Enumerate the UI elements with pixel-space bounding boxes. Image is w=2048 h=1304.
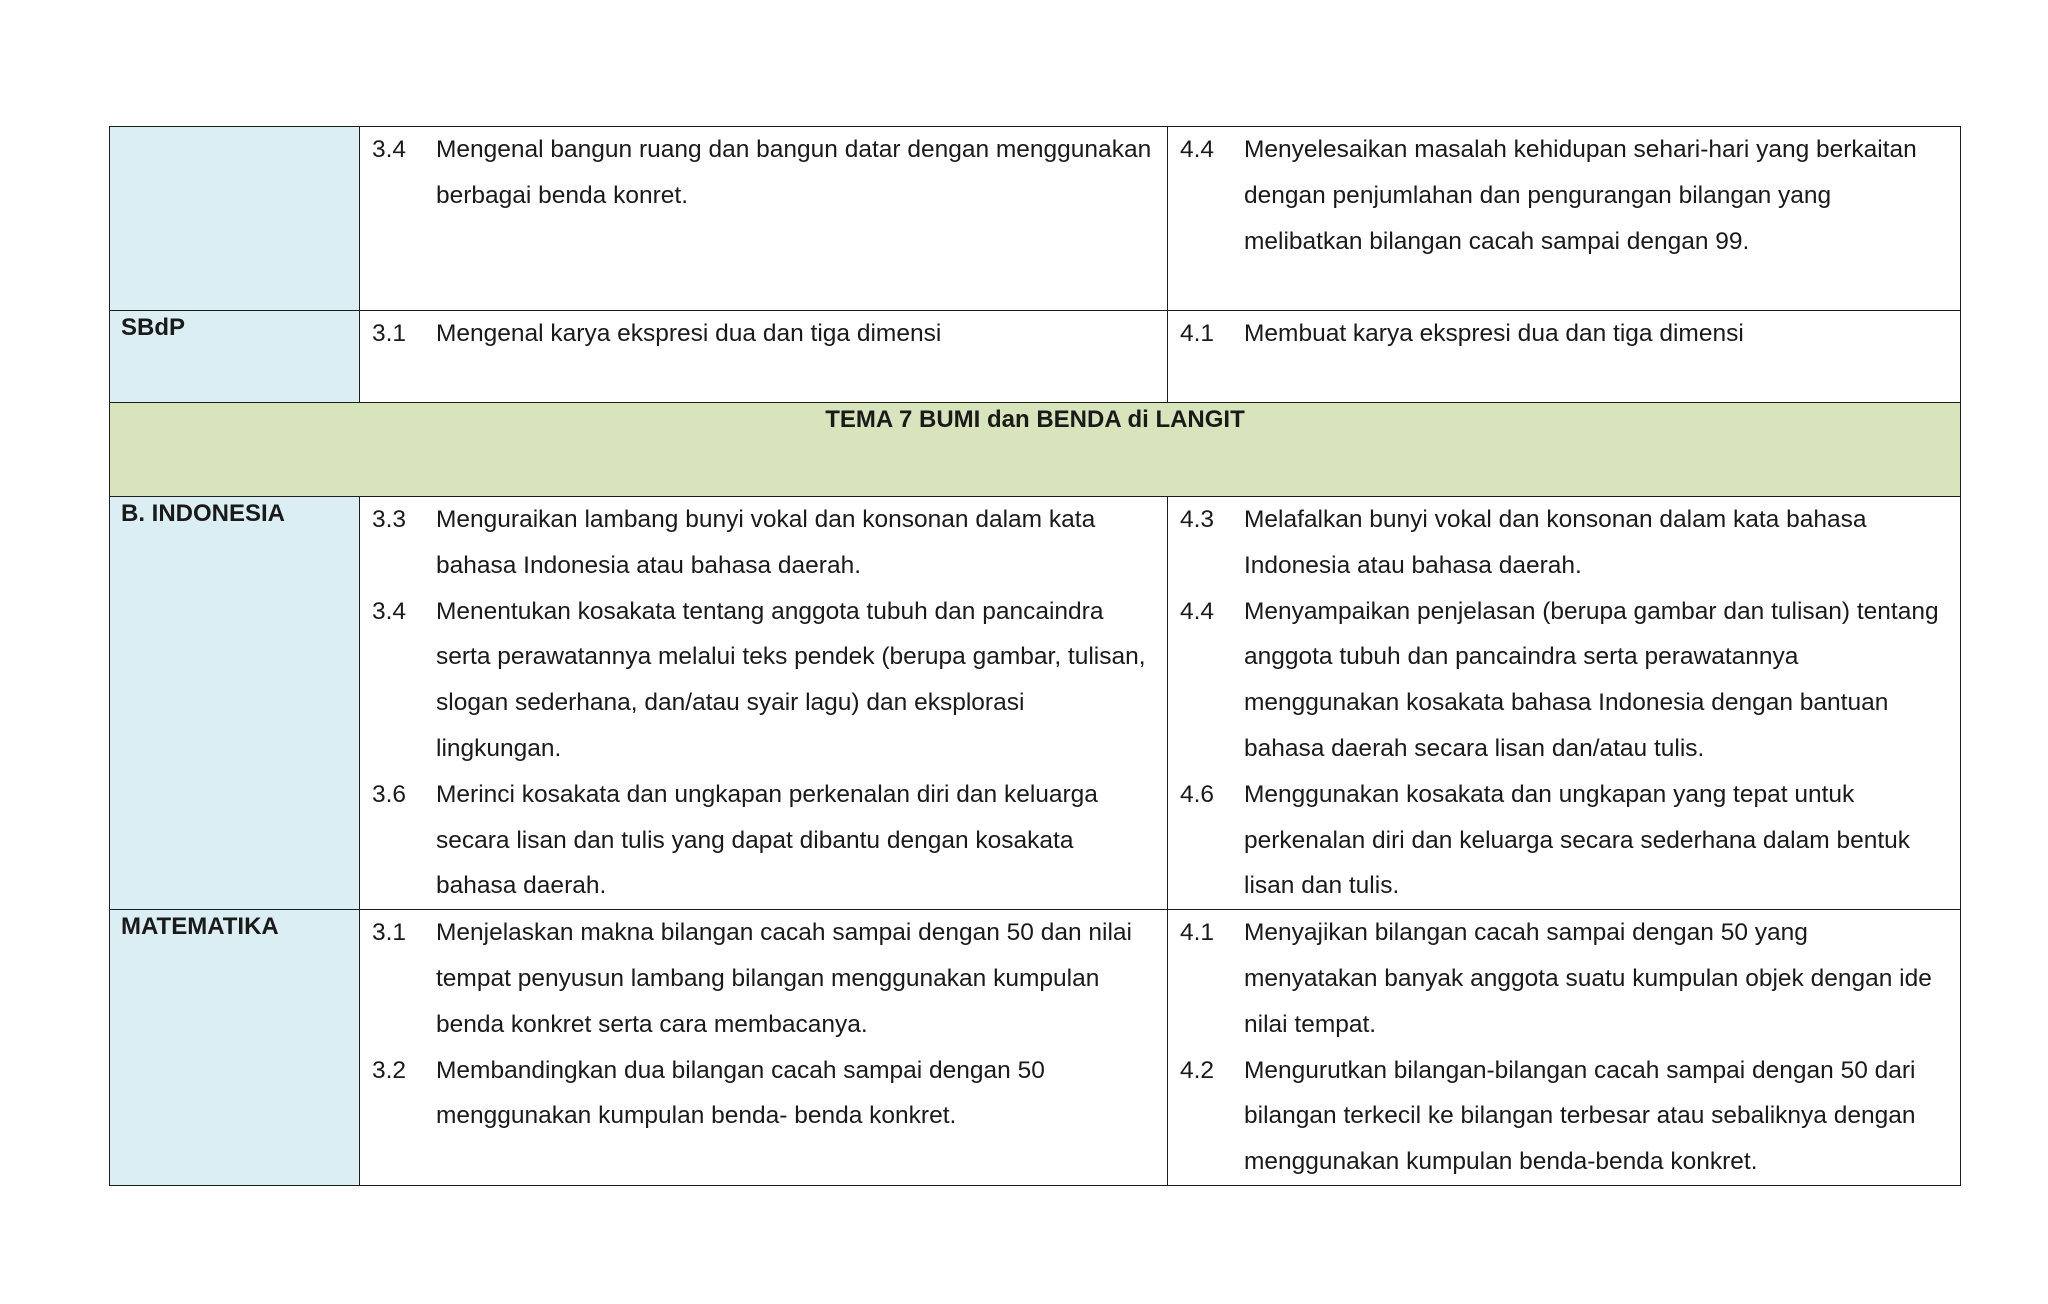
competency-number: 4.4 bbox=[1180, 597, 1215, 625]
table-row bbox=[110, 910, 1961, 1186]
competency-text: Melafalkan bunyi vokal dan konsonan dalam kata bahasa Indonesia atau bahasa daerah. bbox=[1244, 506, 1867, 579]
kd3-cell bbox=[360, 497, 1168, 910]
kd4-cell bbox=[1168, 910, 1961, 1186]
competency-table bbox=[109, 126, 1961, 1186]
kd4-cell bbox=[1168, 497, 1961, 910]
competency-item bbox=[360, 127, 1167, 219]
competency-number: 4.1 bbox=[1180, 320, 1215, 347]
theme-header: TEMA 7 BUMI dan BENDA di LANGIT bbox=[110, 403, 1961, 497]
competency-number: 3.4 bbox=[372, 597, 407, 625]
competency-text: Menyampaikan penjelasan (berupa gambar dan tulisan) tentang anggota tubuh dan pancaindra serta perawatannya menggunakan kosakata bahasa Indonesia dengan bantuan bahasa daerah secara lisan dan/atau tulis. bbox=[1244, 597, 1939, 762]
subject-cell: B. INDONESIA bbox=[110, 497, 360, 910]
competency-text: Membandingkan dua bilangan cacah sampai dengan 50 menggunakan kumpulan benda- benda konkret. bbox=[436, 1056, 1045, 1130]
competency-text: Merinci kosakata dan ungkapan perkenalan diri dan keluarga secara lisan dan tulis yang dapat dibantu dengan kosakata bahasa daerah. bbox=[436, 780, 1098, 900]
competency-text: Mengenal karya ekspresi dua dan tiga dimensi bbox=[436, 320, 942, 347]
competency-text: Menggunakan kosakata dan ungkapan yang tepat untuk perkenalan diri dan keluarga secara sederhana dalam bentuk lisan dan tulis. bbox=[1244, 780, 1911, 900]
subject-cell bbox=[110, 127, 360, 311]
competency-item bbox=[360, 1048, 1167, 1140]
competency-number: 3.1 bbox=[372, 919, 407, 947]
subject-cell: SBdP bbox=[110, 311, 360, 403]
competency-item bbox=[1168, 311, 1960, 357]
competency-item bbox=[360, 589, 1167, 772]
competency-text: Menyelesaikan masalah kehidupan sehari-hari yang berkaitan dengan penjumlahan dan pengurangan bilangan yang melibatkan bilangan cacah sampai dengan 99. bbox=[1244, 136, 1917, 255]
kd3-cell bbox=[360, 910, 1168, 1186]
table-row bbox=[110, 127, 1961, 311]
competency-number: 4.1 bbox=[1180, 919, 1215, 947]
kd3-cell bbox=[360, 311, 1168, 403]
competency-item bbox=[360, 497, 1167, 589]
competency-text: Menentukan kosakata tentang anggota tubuh dan pancaindra serta perawatannya melalui teks pendek (berupa gambar, tulisan, slogan sederhana, dan/atau syair lagu) dan eksplorasi lingkungan. bbox=[436, 597, 1146, 762]
competency-item bbox=[1168, 1048, 1960, 1185]
competency-text: Menjelaskan makna bilangan cacah sampai dengan 50 dan nilai tempat penyusun lambang bilangan menggunakan kumpulan benda konkret serta cara membacanya. bbox=[436, 919, 1133, 1038]
competency-item bbox=[360, 910, 1167, 1047]
competency-item bbox=[1168, 772, 1960, 909]
competency-number: 3.4 bbox=[372, 136, 407, 163]
competency-number: 4.2 bbox=[1180, 1056, 1215, 1084]
competency-item bbox=[1168, 127, 1960, 264]
competency-number: 4.4 bbox=[1180, 136, 1215, 163]
competency-item bbox=[360, 772, 1167, 909]
kd4-cell bbox=[1168, 127, 1961, 311]
competency-item bbox=[360, 311, 1167, 357]
subject-cell: MATEMATIKA bbox=[110, 910, 360, 1186]
competency-text: Mengenal bangun ruang dan bangun datar dengan menggunakan berbagai benda konret. bbox=[436, 136, 1152, 209]
competency-number: 3.2 bbox=[372, 1056, 407, 1084]
competency-text: Membuat karya ekspresi dua dan tiga dimensi bbox=[1244, 320, 1744, 347]
competency-text: Mengurutkan bilangan-bilangan cacah sampai dengan 50 dari bilangan terkecil ke bilangan terbesar atau sebaliknya dengan menggunakan kumpulan benda-benda konkret. bbox=[1244, 1056, 1916, 1176]
competency-text: Menguraikan lambang bunyi vokal dan konsonan dalam kata bahasa Indonesia atau bahasa daerah. bbox=[436, 506, 1096, 579]
competency-item bbox=[1168, 589, 1960, 772]
competency-item bbox=[1168, 497, 1960, 589]
competency-number: 3.6 bbox=[372, 780, 407, 808]
competency-item bbox=[1168, 910, 1960, 1047]
competency-text: Menyajikan bilangan cacah sampai dengan 50 yang menyatakan banyak anggota suatu kumpulan objek dengan ide nilai tempat. bbox=[1244, 919, 1932, 1038]
table-row bbox=[110, 403, 1961, 497]
competency-number: 3.1 bbox=[372, 320, 407, 347]
competency-number: 4.3 bbox=[1180, 506, 1215, 533]
competency-number: 4.6 bbox=[1180, 780, 1215, 808]
kd3-cell bbox=[360, 127, 1168, 311]
competency-number: 3.3 bbox=[372, 506, 407, 533]
table-row bbox=[110, 311, 1961, 403]
table-row bbox=[110, 497, 1961, 910]
kd4-cell bbox=[1168, 311, 1961, 403]
